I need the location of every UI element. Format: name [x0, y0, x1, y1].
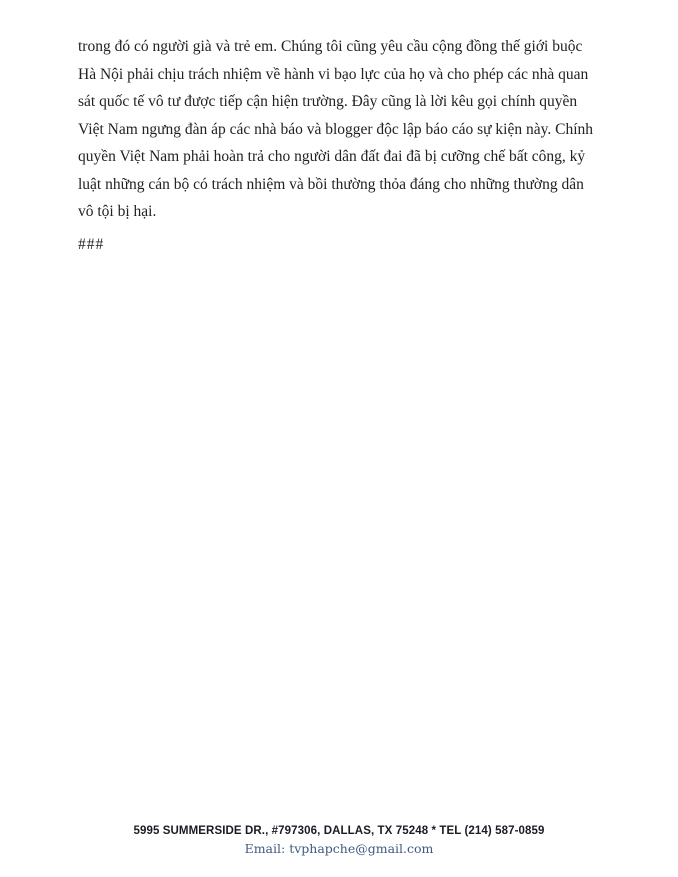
paragraph-line: Việt Nam ngưng đàn áp các nhà báo và blogger độc lập báo cáo sự kiện này. Chính	[78, 120, 594, 138]
paragraph-line: Hà Nội phải chịu trách nhiệm về hành vi bạo lực của họ và cho phép các nhà quan	[78, 65, 589, 83]
end-of-release-marker: ###	[78, 235, 105, 253]
press-release-body	[78, 33, 618, 258]
email-label: Email:	[244, 841, 286, 856]
email-link[interactable]: tvphapche@gmail.com	[289, 841, 434, 856]
footer-email-line	[0, 841, 678, 857]
paragraph-line: luật những cán bộ có trách nhiệm và bồi thường thỏa đáng cho những thường dân	[78, 175, 584, 193]
footer-address: 5995 SUMMERSIDE DR., #797306, DALLAS, TX 75248 * TEL (214) 587-0859	[133, 825, 545, 837]
paragraph-line: trong đó có người già và trẻ em. Chúng tôi cũng yêu cầu cộng đồng thế giới buộc	[78, 38, 583, 55]
paragraph-line: vô tội bị hại.	[78, 203, 157, 220]
paragraph-line: quyền Việt Nam phải hoàn trả cho người dân đất đai đã bị cưỡng chế bất công, kỷ	[78, 148, 586, 165]
page-footer	[0, 824, 678, 857]
paragraph-line: sát quốc tế vô tư được tiếp cận hiện trường. Đây cũng là lời kêu gọi chính quyền	[78, 93, 578, 110]
